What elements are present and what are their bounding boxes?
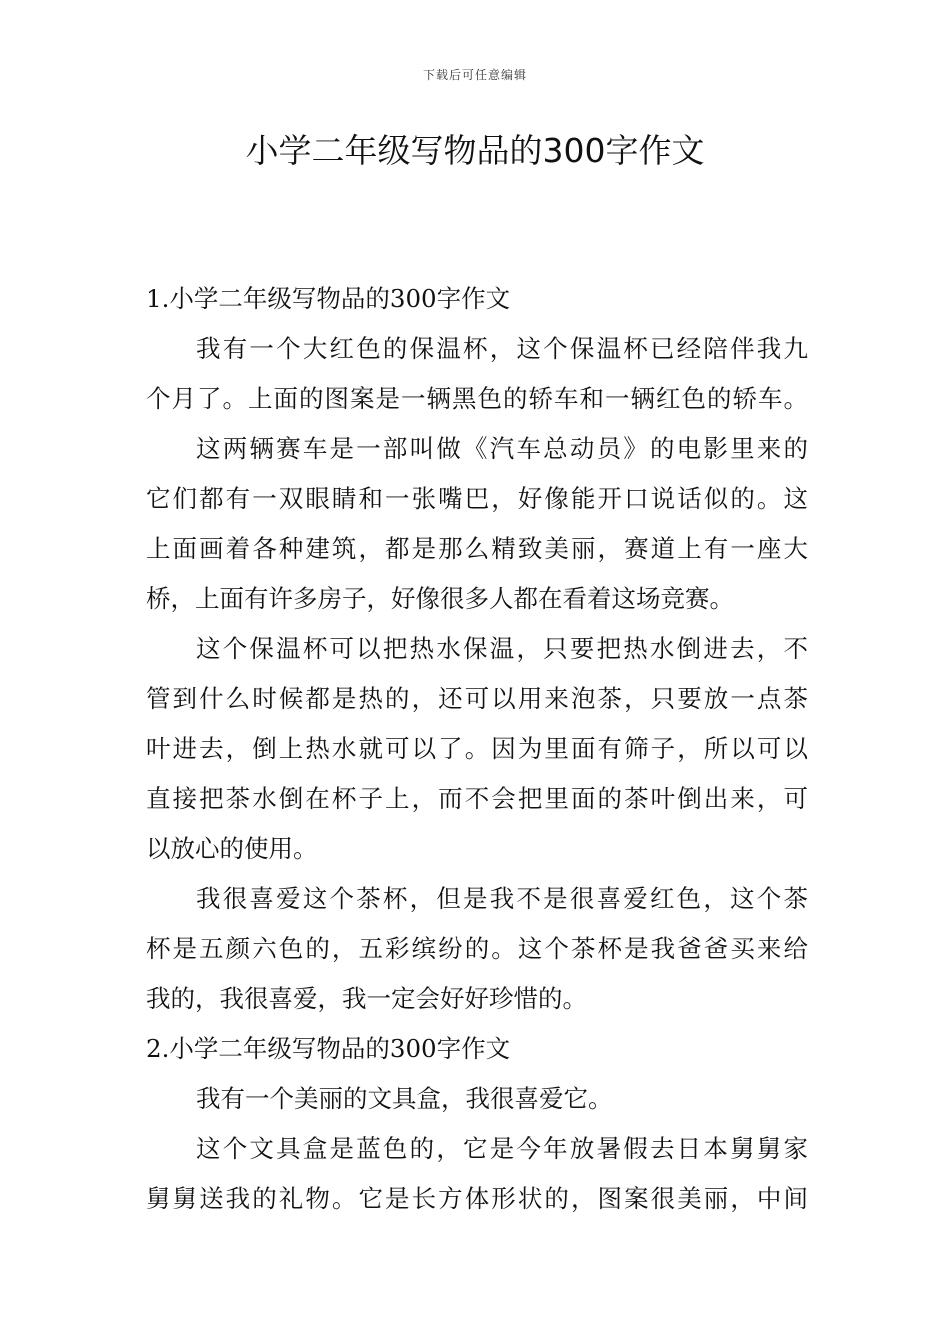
paragraph-line: 以放心的使用。 (146, 834, 318, 863)
paragraph-line: 我有一个美丽的文具盒，我很喜爱它。 (196, 1084, 613, 1113)
paragraph-line: 我有一个大红色的保温杯，这个保温杯已经陪伴我九 (196, 334, 808, 363)
document-body (146, 274, 808, 1224)
paragraph-line: 这个文具盒是蓝色的，它是今年放暑假去日本舅舅家 (196, 1134, 808, 1163)
section-heading: 2.小学二年级写物品的300字作文 (146, 1034, 511, 1063)
paragraph-line: 舅舅送我的礼物。它是长方体形状的，图案很美丽，中间 (146, 1184, 808, 1213)
paragraph-line: 上面画着各种建筑，都是那么精致美丽，赛道上有一座大 (146, 534, 808, 563)
paragraph-line: 直接把茶水倒在杯子上，而不会把里面的茶叶倒出来，可 (146, 784, 808, 813)
paragraph-line: 个月了。上面的图案是一辆黑色的轿车和一辆红色的轿车。 (146, 384, 808, 413)
paragraph-line: 我很喜爱这个茶杯，但是我不是很喜爱红色，这个茶 (196, 884, 808, 913)
paragraph-line: 它们都有一双眼睛和一张嘴巴，好像能开口说话似的。这 (146, 484, 808, 513)
header-note: 下载后可任意编辑 (422, 68, 527, 82)
document-title: 小学二年级写物品的300字作文 (245, 131, 705, 170)
paragraph-line: 这个保温杯可以把热水保温，只要把热水倒进去，不 (196, 634, 808, 663)
paragraph-line: 叶进去，倒上热水就可以了。因为里面有筛子，所以可以 (146, 734, 808, 763)
paragraph-line: 我的，我很喜爱，我一定会好好珍惜的。 (146, 984, 587, 1013)
paragraph-line: 管到什么时候都是热的，还可以用来泡茶，只要放一点茶 (146, 684, 808, 713)
paragraph-line: 这两辆赛车是一部叫做《汽车总动员》的电影里来的 (196, 434, 808, 463)
paragraph-line: 桥，上面有许多房子，好像很多人都在看着这场竞赛。 (146, 584, 734, 613)
paragraph-line: 杯是五颜六色的，五彩缤纷的。这个茶杯是我爸爸买来给 (146, 934, 808, 963)
section-heading: 1.小学二年级写物品的300字作文 (146, 284, 511, 313)
